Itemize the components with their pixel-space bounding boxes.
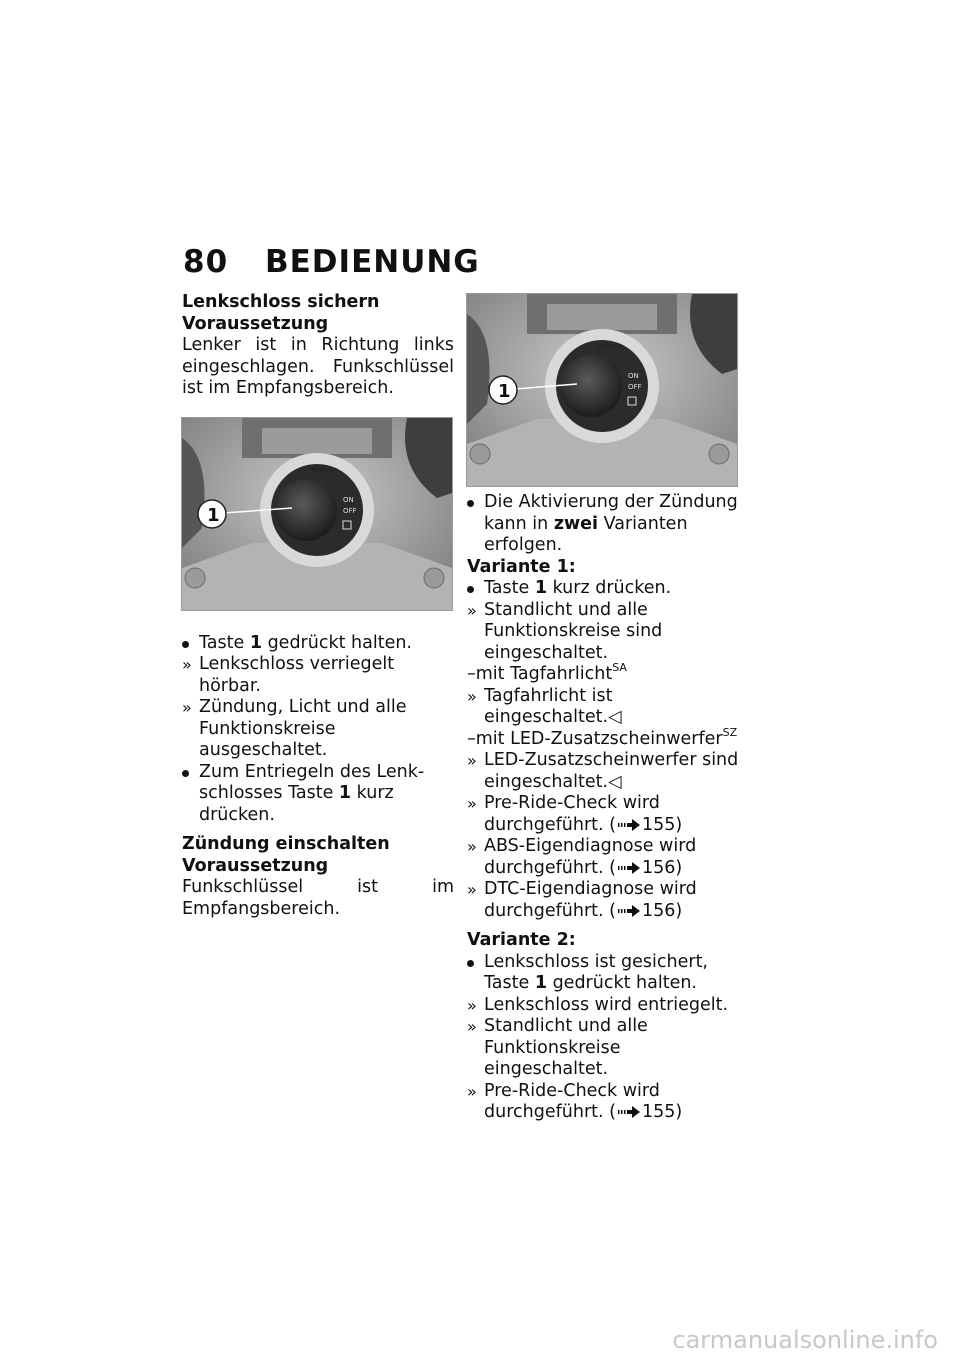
bullet-icon <box>182 641 189 648</box>
step-item: Lenkschloss ist gesichert, Taste 1 gedrückt halten. <box>467 952 739 995</box>
result-item: » LED-Zusatzscheinwerfer sind eingeschaltet.◁ <box>467 750 739 792</box>
page-reference-arrow-icon <box>618 905 640 917</box>
photo-on-label: ON <box>628 372 639 380</box>
result-item: » Standlicht und alle Funktionskreise sind eingeschaltet. <box>467 599 663 663</box>
bullet-icon <box>467 960 474 967</box>
prerequisite-heading: Voraussetzung <box>182 855 329 876</box>
result-item: » DTC-Eigendiagnose wird durchgeführt. ( 156) <box>467 879 697 921</box>
option-dash-icon: – <box>467 728 476 749</box>
step-item: Die Aktivierung der Zündung kann in zwei Varianten erfolgen. <box>467 492 739 557</box>
photo-power-label: POWER <box>597 343 623 351</box>
result-chevron-icon: » <box>467 837 477 856</box>
result-item: » Pre-Ride-Check wird durchgeführt. ( 155) <box>467 1080 683 1122</box>
result-chevron-icon: » <box>467 794 477 813</box>
result-chevron-icon: » <box>467 880 477 899</box>
result-chevron-icon: » <box>182 655 192 674</box>
step-item: Taste 1 gedrückt halten. <box>182 633 454 655</box>
bullet-icon <box>467 586 474 593</box>
left-column <box>182 292 454 920</box>
figure-spacer <box>182 400 454 633</box>
result-item: » Lenkschloss wird entriegelt. <box>467 994 729 1015</box>
page-reference[interactable]: 155 <box>641 814 676 835</box>
end-of-option-icon: ◁ <box>608 707 622 727</box>
result-item: » Tagfahrlicht ist eingeschaltet.◁ <box>467 685 622 727</box>
right-column <box>467 492 739 1124</box>
page-reference[interactable]: 155 <box>641 1102 676 1122</box>
option-code: SZ <box>722 725 738 739</box>
photo-on-label: ON <box>343 496 354 504</box>
result-item: » Lenkschloss verriegelt hörbar. <box>182 654 395 696</box>
watermark: carmanualsonline.info <box>672 1326 938 1354</box>
result-chevron-icon: » <box>467 751 477 770</box>
section-title-ignition: Zündung einschalten <box>182 834 390 854</box>
page-reference-arrow-icon <box>618 819 640 831</box>
option-item: –mit Tagfahrlicht$^{SA}$ <box>467 661 627 684</box>
bullet-icon <box>182 770 189 777</box>
result-chevron-icon: » <box>467 686 477 706</box>
variant-2-heading: Variante 2: <box>467 930 576 950</box>
result-item: » Standlicht und alle Funktionskreise eingeschaltet. <box>467 1016 648 1079</box>
figure-callout: 1 <box>498 381 511 402</box>
result-chevron-icon: » <box>467 1017 477 1036</box>
step-item: Taste 1 kurz drücken. <box>467 578 739 600</box>
page-reference[interactable]: 156 <box>641 900 676 921</box>
photo-power-label: POWER <box>312 467 338 475</box>
result-item: » ABS-Eigendiagnose wird durchgeführt. ( 156) <box>467 836 697 878</box>
result-item: » Zündung, Licht und alle Funktionskreise ausgeschaltet. <box>182 697 407 760</box>
result-chevron-icon: » <box>467 1081 477 1101</box>
ignition-photo <box>466 293 738 487</box>
prerequisite-text: Lenker ist in Richtung links eingeschlagen. Funkschlüssel ist im Empfangsbereich. <box>182 335 454 398</box>
section-title-steering-lock: Lenkschloss sichern <box>182 292 380 312</box>
result-chevron-icon: » <box>182 698 192 717</box>
result-chevron-icon: » <box>467 995 477 1015</box>
step-item: Zum Entriegeln des Lenkschlosses Taste 1 kurz drücken. <box>182 762 454 827</box>
page-reference-arrow-icon <box>618 1106 640 1118</box>
variant-1-heading: Variante 1: <box>467 556 576 577</box>
chapter-title: BEDIENUNG <box>265 244 480 280</box>
page-reference-arrow-icon <box>618 862 640 874</box>
figure-callout: 1 <box>207 505 220 526</box>
page-header <box>183 244 480 280</box>
option-item: –mit LED-Zusatzscheinwerfer$^{SZ}$ <box>467 725 738 749</box>
photo-off-label: OFF <box>343 507 357 515</box>
photo-off-label: OFF <box>628 383 642 391</box>
end-of-option-icon: ◁ <box>608 771 622 792</box>
result-chevron-icon: » <box>467 600 477 620</box>
result-item: » Pre-Ride-Check wird durchgeführt. ( 155) <box>467 793 683 835</box>
page-reference[interactable]: 156 <box>641 857 676 878</box>
page-number: 80 <box>183 244 229 280</box>
prerequisite-text: Funkschlüssel ist im Empfangsbereich. <box>182 877 454 919</box>
bullet-icon <box>467 500 474 507</box>
option-dash-icon: – <box>467 664 476 684</box>
prerequisite-heading: Voraussetzung <box>182 313 329 334</box>
option-code: SA <box>612 661 627 674</box>
